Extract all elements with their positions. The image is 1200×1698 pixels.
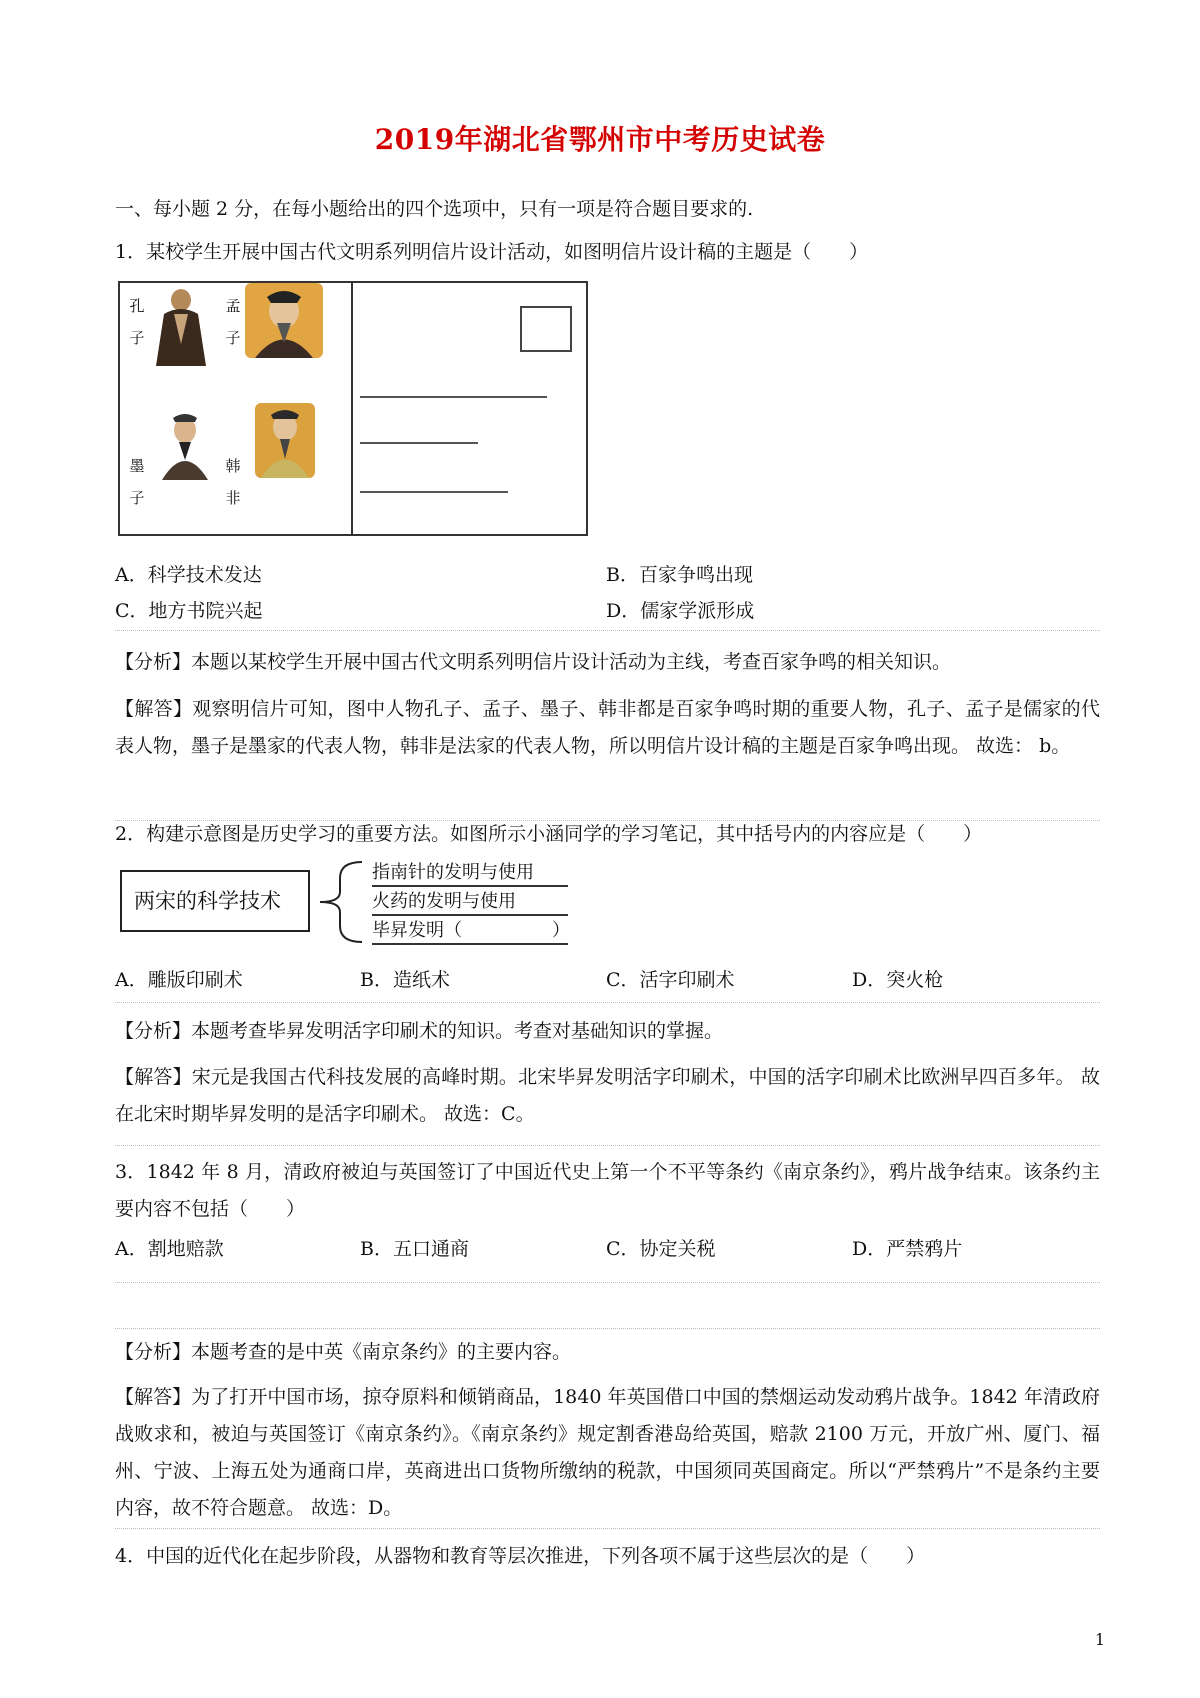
- portrait-name-confucius: 孔子: [129, 297, 145, 347]
- portrait-name-mencius: 孟子: [225, 297, 241, 347]
- q1-stem: 1．某校学生开展中国古代文明系列明信片设计活动，如图明信片设计稿的主题是（ ）: [115, 241, 869, 263]
- q2-option-a: A．雕版印刷术: [115, 969, 243, 991]
- q1-option-b: B．百家争鸣出现: [606, 564, 753, 586]
- q3-option-b: B．五口通商: [360, 1238, 469, 1260]
- diagram-item-printing: 毕昇发明（ ）: [372, 916, 568, 945]
- postcard-address-line: [360, 442, 478, 444]
- section-heading: 一、每小题 2 分，在每小题给出的四个选项中，只有一项是符合题目要求的.: [115, 198, 754, 220]
- q1-answer: 【解答】观察明信片可知，图中人物孔子、孟子、墨子、韩非都是百家争鸣时期的重要人物，孔子、孟子是儒家的代表人物，墨子是墨家的代表人物，韩非是法家的代表人物，所以明信片设计稿的主题是百家争鸣出现。 故选： b。: [115, 698, 1100, 757]
- diagram-item-compass: 指南针的发明与使用: [372, 858, 568, 887]
- portrait-confucius: [150, 284, 212, 366]
- q3-answer: 【解答】为了打开中国市场，掠夺原料和倾销商品，1840 年英国借口中国的禁烟运动发动鸦片战争。1842 年清政府战败求和，被迫与英国签订《南京条约》。《南京条约》规定割香港岛给英国，赔款 2100 万元，开放广州、厦门、福州、宁波、上海五处为通商口岸，英商进出口货物所缴纳的税款，中国须同英国商定。所以“严禁鸦片”不是条约主要内容，故不符合题意。 故选：D。: [115, 1386, 1100, 1519]
- q4-stem: 4．中国的近代化在起步阶段，从器物和教育等层次推进，下列各项不属于这些层次的是（ ）: [115, 1545, 926, 1567]
- portrait-hanfei: [255, 403, 315, 478]
- q2-option-b: B．造纸术: [360, 969, 450, 991]
- q2-analysis: 【分析】本题考查毕昇发明活字印刷术的知识。考查对基础知识的掌握。: [115, 1020, 724, 1042]
- q3-option-d: D．严禁鸦片: [852, 1238, 963, 1260]
- q2-stem: 2．构建示意图是历史学习的重要方法。如图所示小涵同学的学习笔记，其中括号内的内容应是（ ）: [115, 823, 983, 845]
- divider: [115, 630, 1100, 631]
- q3-analysis: 【分析】本题考查的是中英《南京条约》的主要内容。: [115, 1341, 572, 1363]
- q3-option-c: C．协定关税: [606, 1238, 716, 1260]
- page-title: 2019年湖北省鄂州市中考历史试卷: [374, 123, 826, 156]
- postcard-stamp-box: [520, 306, 572, 352]
- q1-option-d: D．儒家学派形成: [606, 600, 755, 622]
- portrait-name-hanfei: 韩非: [225, 457, 241, 507]
- diagram-brace: [310, 858, 370, 946]
- postcard-address-line: [360, 396, 547, 398]
- q1-option-c: C．地方书院兴起: [115, 600, 263, 622]
- q1-analysis: 【分析】本题以某校学生开展中国古代文明系列明信片设计活动为主线，考查百家争鸣的相关知识。: [115, 651, 952, 673]
- q2-option-d: D．突火枪: [852, 969, 944, 991]
- diagram-box: 两宋的科学技术: [120, 870, 310, 932]
- portrait-name-mozi: 墨子: [129, 457, 145, 507]
- q3-stem: 3．1842 年 8 月，清政府被迫与英国签订了中国近代史上第一个不平等条约《南京条约》，鸦片战争结束。该条约主要内容不包括（ ）: [115, 1161, 1100, 1220]
- divider: [115, 1528, 1100, 1529]
- diagram-item-gunpowder: 火药的发明与使用: [372, 887, 568, 916]
- postcard-address-line: [360, 491, 508, 493]
- postcard-divider: [351, 281, 353, 536]
- divider: [115, 1328, 1100, 1329]
- portrait-mozi: [158, 408, 213, 480]
- q2-answer: 【解答】宋元是我国古代科技发展的高峰时期。北宋毕昇发明活字印刷术，中国的活字印刷术比欧洲早四百多年。 故在北宋时期毕昇发明的是活字印刷术。 故选：C。: [115, 1066, 1100, 1125]
- divider: [115, 1145, 1100, 1146]
- q2-option-c: C．活字印刷术: [606, 969, 735, 991]
- divider: [115, 1282, 1100, 1283]
- divider: [115, 1002, 1100, 1003]
- portrait-mencius: [245, 283, 323, 358]
- page-number: 1: [1094, 1630, 1105, 1649]
- q3-option-a: A．割地赔款: [115, 1238, 224, 1260]
- q1-option-a: A．科学技术发达: [115, 564, 262, 586]
